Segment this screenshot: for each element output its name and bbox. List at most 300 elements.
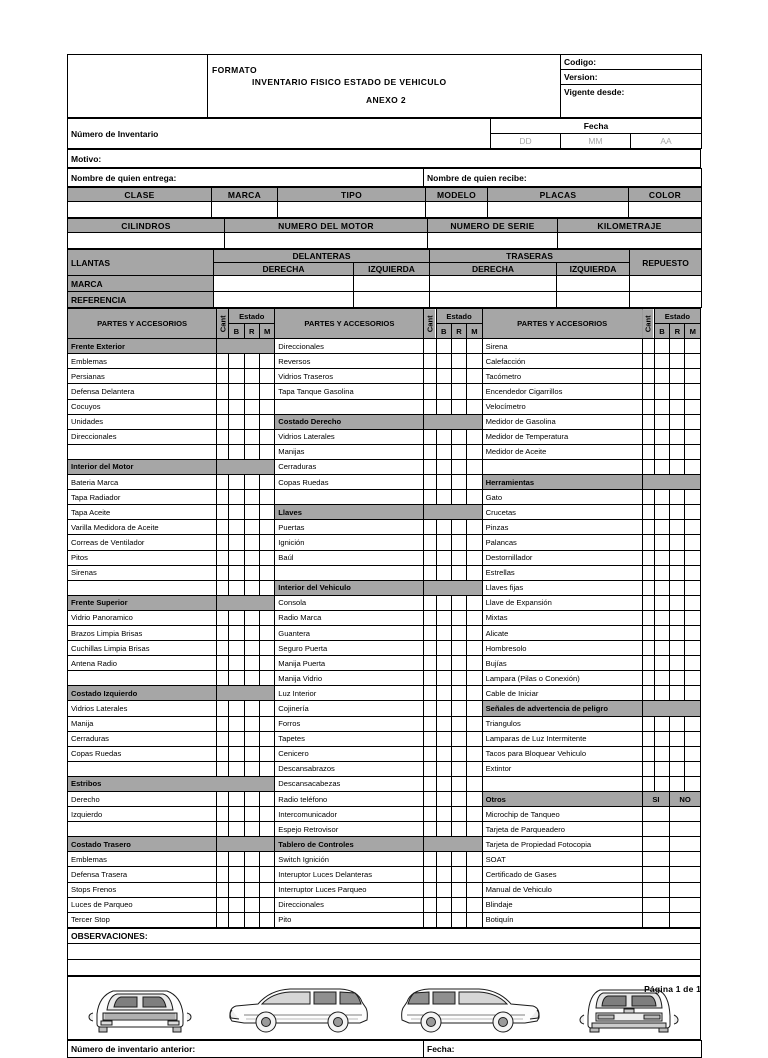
checkbox-cell-b[interactable] (229, 882, 244, 897)
checkbox-cell-cant[interactable] (217, 444, 229, 459)
checkbox-cell-cant[interactable] (217, 641, 229, 656)
input-llanta-marca-del-izq[interactable] (354, 276, 430, 292)
checkbox-cell-r[interactable] (244, 807, 259, 822)
checkbox-cell-cant[interactable] (642, 535, 654, 550)
checkbox-cell-m[interactable] (467, 852, 482, 867)
checkbox-cell-m[interactable] (259, 912, 274, 927)
checkbox-cell-no[interactable] (670, 882, 701, 897)
checkbox-cell-cant[interactable] (642, 656, 654, 671)
checkbox-cell-m[interactable] (685, 610, 701, 625)
checkbox-cell-m[interactable] (467, 565, 482, 580)
checkbox-cell-b[interactable] (654, 444, 669, 459)
checkbox-cell-b[interactable] (436, 565, 451, 580)
checkbox-cell-b[interactable] (436, 671, 451, 686)
checkbox-cell-cant[interactable] (642, 686, 654, 701)
checkbox-cell-b[interactable] (229, 867, 244, 882)
checkbox-cell-r[interactable] (451, 550, 466, 565)
input-numero-motor[interactable] (225, 233, 428, 249)
checkbox-cell-b[interactable] (436, 399, 451, 414)
input-llanta-marca-tra-izq[interactable] (557, 276, 630, 292)
fecha-aa-input[interactable]: AA (631, 134, 702, 149)
checkbox-cell-cant[interactable] (217, 520, 229, 535)
checkbox-cell-r[interactable] (670, 580, 685, 595)
checkbox-cell-cant[interactable] (424, 625, 436, 640)
checkbox-cell-cant[interactable] (424, 339, 436, 354)
checkbox-cell-m[interactable] (259, 565, 274, 580)
checkbox-cell-cant[interactable] (424, 520, 436, 535)
checkbox-cell-m[interactable] (259, 822, 274, 837)
checkbox-cell-cant[interactable] (642, 716, 654, 731)
checkbox-cell-cant[interactable] (424, 912, 436, 927)
checkbox-cell-b[interactable] (436, 520, 451, 535)
checkbox-cell-r[interactable] (670, 716, 685, 731)
checkbox-cell-m[interactable] (685, 550, 701, 565)
checkbox-cell-r[interactable] (244, 490, 259, 505)
checkbox-cell-cant[interactable] (217, 580, 229, 595)
checkbox-cell-si[interactable] (642, 807, 669, 822)
checkbox-cell-r[interactable] (244, 912, 259, 927)
checkbox-cell-r[interactable] (451, 731, 466, 746)
checkbox-cell-m[interactable] (467, 444, 482, 459)
checkbox-cell-r[interactable] (451, 776, 466, 791)
checkbox-cell-cant[interactable] (642, 776, 654, 791)
fecha-mm-input[interactable]: MM (561, 134, 631, 149)
checkbox-cell-r[interactable] (244, 656, 259, 671)
input-llanta-ref-tra-izq[interactable] (557, 292, 630, 308)
input-modelo[interactable] (426, 202, 488, 218)
codigo-field[interactable]: Codigo: (561, 55, 702, 70)
checkbox-cell-r[interactable] (451, 369, 466, 384)
checkbox-cell-r[interactable] (451, 475, 466, 490)
checkbox-cell-cant[interactable] (642, 731, 654, 746)
checkbox-cell-r[interactable] (451, 339, 466, 354)
checkbox-cell-b[interactable] (436, 656, 451, 671)
input-llanta-marca-del-der[interactable] (214, 276, 354, 292)
checkbox-cell-b[interactable] (229, 354, 244, 369)
checkbox-cell-b[interactable] (436, 867, 451, 882)
checkbox-cell-cant[interactable] (642, 414, 654, 429)
checkbox-cell-b[interactable] (229, 399, 244, 414)
checkbox-cell-cant[interactable] (424, 686, 436, 701)
checkbox-cell-r[interactable] (670, 641, 685, 656)
checkbox-cell-b[interactable] (436, 610, 451, 625)
checkbox-cell-r[interactable] (451, 852, 466, 867)
checkbox-cell-m[interactable] (467, 882, 482, 897)
numero-inventario-field[interactable]: Número de Inventario (68, 119, 491, 149)
checkbox-cell-m[interactable] (259, 731, 274, 746)
checkbox-cell-cant[interactable] (217, 505, 229, 520)
checkbox-cell-r[interactable] (244, 369, 259, 384)
checkbox-cell-r[interactable] (670, 761, 685, 776)
checkbox-cell-m[interactable] (685, 641, 701, 656)
checkbox-cell-m[interactable] (259, 490, 274, 505)
checkbox-cell-m[interactable] (259, 580, 274, 595)
checkbox-cell-m[interactable] (467, 429, 482, 444)
checkbox-cell-cant[interactable] (642, 641, 654, 656)
checkbox-cell-m[interactable] (685, 671, 701, 686)
checkbox-cell-b[interactable] (229, 429, 244, 444)
checkbox-cell-m[interactable] (467, 867, 482, 882)
checkbox-cell-r[interactable] (670, 339, 685, 354)
checkbox-cell-b[interactable] (229, 414, 244, 429)
checkbox-cell-cant[interactable] (217, 625, 229, 640)
checkbox-cell-r[interactable] (244, 761, 259, 776)
checkbox-cell-m[interactable] (685, 414, 701, 429)
checkbox-cell-cant[interactable] (642, 444, 654, 459)
checkbox-cell-cant[interactable] (217, 867, 229, 882)
checkbox-cell-si[interactable] (642, 882, 669, 897)
checkbox-cell-b[interactable] (654, 399, 669, 414)
checkbox-cell-r[interactable] (451, 761, 466, 776)
checkbox-cell-cant[interactable] (424, 429, 436, 444)
checkbox-cell-cant[interactable] (642, 625, 654, 640)
checkbox-cell-cant[interactable] (217, 399, 229, 414)
checkbox-cell-m[interactable] (259, 429, 274, 444)
checkbox-cell-m[interactable] (467, 671, 482, 686)
checkbox-cell-r[interactable] (451, 701, 466, 716)
checkbox-cell-cant[interactable] (424, 807, 436, 822)
checkbox-cell-m[interactable] (685, 354, 701, 369)
checkbox-cell-m[interactable] (467, 912, 482, 927)
checkbox-cell-cant[interactable] (424, 882, 436, 897)
checkbox-cell-m[interactable] (685, 580, 701, 595)
checkbox-cell-b[interactable] (654, 686, 669, 701)
checkbox-cell-r[interactable] (670, 520, 685, 535)
checkbox-cell-m[interactable] (259, 716, 274, 731)
nombre-entrega-field[interactable]: Nombre de quien entrega: (68, 169, 424, 187)
checkbox-cell-si[interactable] (642, 897, 669, 912)
checkbox-cell-r[interactable] (670, 550, 685, 565)
checkbox-cell-m[interactable] (467, 535, 482, 550)
checkbox-cell-m[interactable] (259, 610, 274, 625)
checkbox-cell-r[interactable] (451, 807, 466, 822)
checkbox-cell-b[interactable] (229, 912, 244, 927)
numero-inventario-anterior-field[interactable]: Número de inventario anterior: (68, 1040, 424, 1057)
checkbox-cell-r[interactable] (244, 354, 259, 369)
checkbox-cell-r[interactable] (244, 399, 259, 414)
checkbox-cell-b[interactable] (436, 354, 451, 369)
checkbox-cell-cant[interactable] (424, 444, 436, 459)
checkbox-cell-r[interactable] (451, 867, 466, 882)
checkbox-cell-b[interactable] (436, 475, 451, 490)
checkbox-cell-m[interactable] (467, 520, 482, 535)
checkbox-cell-b[interactable] (436, 716, 451, 731)
checkbox-cell-b[interactable] (436, 807, 451, 822)
checkbox-cell-cant[interactable] (217, 792, 229, 807)
checkbox-cell-b[interactable] (436, 535, 451, 550)
input-llanta-marca-repuesto[interactable] (630, 276, 702, 292)
checkbox-cell-m[interactable] (467, 701, 482, 716)
checkbox-cell-b[interactable] (229, 565, 244, 580)
checkbox-cell-b[interactable] (436, 369, 451, 384)
checkbox-cell-r[interactable] (451, 399, 466, 414)
checkbox-cell-r[interactable] (244, 731, 259, 746)
checkbox-cell-cant[interactable] (217, 852, 229, 867)
checkbox-cell-m[interactable] (259, 354, 274, 369)
version-field[interactable]: Version: (561, 70, 702, 85)
checkbox-cell-b[interactable] (229, 625, 244, 640)
checkbox-cell-cant[interactable] (424, 550, 436, 565)
checkbox-cell-r[interactable] (670, 625, 685, 640)
checkbox-cell-m[interactable] (685, 761, 701, 776)
checkbox-cell-cant[interactable] (217, 429, 229, 444)
checkbox-cell-m[interactable] (259, 535, 274, 550)
checkbox-cell-b[interactable] (654, 595, 669, 610)
checkbox-cell-cant[interactable] (217, 565, 229, 580)
checkbox-cell-cant[interactable] (424, 535, 436, 550)
checkbox-cell-no[interactable] (670, 867, 701, 882)
checkbox-cell-m[interactable] (467, 354, 482, 369)
checkbox-cell-cant[interactable] (217, 716, 229, 731)
checkbox-cell-r[interactable] (670, 746, 685, 761)
checkbox-cell-cant[interactable] (642, 746, 654, 761)
checkbox-cell-si[interactable] (642, 837, 669, 852)
checkbox-cell-r[interactable] (670, 384, 685, 399)
checkbox-cell-no[interactable] (670, 807, 701, 822)
checkbox-cell-b[interactable] (654, 610, 669, 625)
checkbox-cell-r[interactable] (244, 897, 259, 912)
checkbox-cell-b[interactable] (229, 807, 244, 822)
checkbox-cell-b[interactable] (229, 490, 244, 505)
checkbox-cell-r[interactable] (244, 792, 259, 807)
checkbox-cell-m[interactable] (467, 490, 482, 505)
checkbox-cell-r[interactable] (451, 565, 466, 580)
checkbox-cell-m[interactable] (685, 399, 701, 414)
checkbox-cell-r[interactable] (244, 701, 259, 716)
checkbox-cell-cant[interactable] (217, 369, 229, 384)
checkbox-cell-m[interactable] (685, 656, 701, 671)
checkbox-cell-m[interactable] (685, 444, 701, 459)
checkbox-cell-r[interactable] (670, 535, 685, 550)
checkbox-cell-r[interactable] (244, 852, 259, 867)
checkbox-cell-cant[interactable] (424, 459, 436, 474)
checkbox-cell-cant[interactable] (642, 505, 654, 520)
checkbox-cell-r[interactable] (451, 610, 466, 625)
checkbox-cell-m[interactable] (685, 520, 701, 535)
input-llanta-ref-repuesto[interactable] (630, 292, 702, 308)
checkbox-cell-si[interactable] (642, 822, 669, 837)
checkbox-cell-r[interactable] (244, 625, 259, 640)
checkbox-cell-b[interactable] (654, 716, 669, 731)
checkbox-cell-cant[interactable] (642, 550, 654, 565)
checkbox-cell-cant[interactable] (217, 822, 229, 837)
checkbox-cell-cant[interactable] (424, 822, 436, 837)
checkbox-cell-b[interactable] (229, 716, 244, 731)
checkbox-cell-b[interactable] (654, 459, 669, 474)
checkbox-cell-r[interactable] (451, 822, 466, 837)
checkbox-cell-cant[interactable] (424, 475, 436, 490)
checkbox-cell-b[interactable] (436, 822, 451, 837)
checkbox-cell-m[interactable] (467, 776, 482, 791)
checkbox-cell-m[interactable] (467, 384, 482, 399)
checkbox-cell-m[interactable] (259, 475, 274, 490)
checkbox-cell-r[interactable] (670, 414, 685, 429)
checkbox-cell-b[interactable] (436, 776, 451, 791)
checkbox-cell-r[interactable] (451, 882, 466, 897)
checkbox-cell-no[interactable] (670, 852, 701, 867)
checkbox-cell-b[interactable] (229, 535, 244, 550)
checkbox-cell-cant[interactable] (642, 369, 654, 384)
checkbox-cell-r[interactable] (670, 671, 685, 686)
checkbox-cell-r[interactable] (670, 776, 685, 791)
checkbox-cell-r[interactable] (451, 595, 466, 610)
checkbox-cell-r[interactable] (244, 505, 259, 520)
checkbox-cell-cant[interactable] (424, 384, 436, 399)
checkbox-cell-r[interactable] (451, 641, 466, 656)
checkbox-cell-r[interactable] (451, 671, 466, 686)
checkbox-cell-m[interactable] (259, 550, 274, 565)
checkbox-cell-r[interactable] (451, 444, 466, 459)
checkbox-cell-m[interactable] (685, 776, 701, 791)
checkbox-cell-r[interactable] (670, 459, 685, 474)
checkbox-cell-b[interactable] (436, 897, 451, 912)
checkbox-cell-cant[interactable] (642, 580, 654, 595)
checkbox-cell-cant[interactable] (217, 731, 229, 746)
checkbox-cell-b[interactable] (229, 897, 244, 912)
checkbox-cell-m[interactable] (685, 384, 701, 399)
checkbox-cell-cant[interactable] (642, 429, 654, 444)
checkbox-cell-b[interactable] (654, 656, 669, 671)
input-llanta-ref-del-der[interactable] (214, 292, 354, 308)
checkbox-cell-b[interactable] (654, 339, 669, 354)
checkbox-cell-b[interactable] (229, 550, 244, 565)
checkbox-cell-r[interactable] (451, 354, 466, 369)
checkbox-cell-r[interactable] (451, 535, 466, 550)
checkbox-cell-cant[interactable] (424, 746, 436, 761)
observaciones-line-1[interactable] (68, 943, 701, 959)
checkbox-cell-cant[interactable] (217, 475, 229, 490)
checkbox-cell-b[interactable] (229, 761, 244, 776)
checkbox-cell-m[interactable] (467, 807, 482, 822)
checkbox-cell-b[interactable] (654, 490, 669, 505)
checkbox-cell-b[interactable] (229, 852, 244, 867)
checkbox-cell-r[interactable] (451, 897, 466, 912)
checkbox-cell-b[interactable] (654, 414, 669, 429)
checkbox-cell-b[interactable] (229, 701, 244, 716)
checkbox-cell-r[interactable] (670, 656, 685, 671)
checkbox-cell-cant[interactable] (642, 399, 654, 414)
checkbox-cell-m[interactable] (467, 610, 482, 625)
input-color[interactable] (629, 202, 702, 218)
checkbox-cell-b[interactable] (654, 731, 669, 746)
checkbox-cell-cant[interactable] (217, 882, 229, 897)
input-numero-serie[interactable] (428, 233, 558, 249)
checkbox-cell-m[interactable] (259, 882, 274, 897)
checkbox-cell-r[interactable] (670, 369, 685, 384)
checkbox-cell-cant[interactable] (642, 459, 654, 474)
checkbox-cell-b[interactable] (654, 535, 669, 550)
checkbox-cell-m[interactable] (259, 792, 274, 807)
checkbox-cell-cant[interactable] (217, 535, 229, 550)
checkbox-cell-m[interactable] (467, 716, 482, 731)
checkbox-cell-m[interactable] (685, 565, 701, 580)
checkbox-cell-r[interactable] (451, 716, 466, 731)
checkbox-cell-b[interactable] (654, 671, 669, 686)
checkbox-cell-r[interactable] (451, 459, 466, 474)
checkbox-cell-no[interactable] (670, 897, 701, 912)
checkbox-cell-m[interactable] (259, 701, 274, 716)
input-placas[interactable] (488, 202, 629, 218)
checkbox-cell-cant[interactable] (642, 384, 654, 399)
checkbox-cell-b[interactable] (436, 701, 451, 716)
checkbox-cell-m[interactable] (259, 746, 274, 761)
checkbox-cell-m[interactable] (467, 897, 482, 912)
checkbox-cell-b[interactable] (436, 761, 451, 776)
input-clase[interactable] (68, 202, 212, 218)
checkbox-cell-r[interactable] (244, 882, 259, 897)
checkbox-cell-b[interactable] (229, 671, 244, 686)
checkbox-cell-b[interactable] (229, 369, 244, 384)
checkbox-cell-cant[interactable] (424, 490, 436, 505)
checkbox-cell-cant[interactable] (424, 656, 436, 671)
checkbox-cell-cant[interactable] (642, 671, 654, 686)
checkbox-cell-r[interactable] (451, 384, 466, 399)
checkbox-cell-b[interactable] (654, 520, 669, 535)
checkbox-cell-r[interactable] (670, 429, 685, 444)
checkbox-cell-m[interactable] (259, 641, 274, 656)
motivo-field[interactable]: Motivo: (68, 150, 701, 168)
input-kilometraje[interactable] (558, 233, 702, 249)
checkbox-cell-cant[interactable] (424, 867, 436, 882)
checkbox-cell-b[interactable] (654, 565, 669, 580)
checkbox-cell-r[interactable] (244, 475, 259, 490)
checkbox-cell-m[interactable] (467, 822, 482, 837)
checkbox-cell-m[interactable] (259, 852, 274, 867)
checkbox-cell-m[interactable] (685, 686, 701, 701)
checkbox-cell-m[interactable] (259, 761, 274, 776)
checkbox-cell-b[interactable] (229, 475, 244, 490)
checkbox-cell-cant[interactable] (424, 595, 436, 610)
checkbox-cell-r[interactable] (244, 414, 259, 429)
checkbox-cell-r[interactable] (451, 792, 466, 807)
checkbox-cell-cant[interactable] (424, 776, 436, 791)
checkbox-cell-cant[interactable] (424, 761, 436, 776)
vigente-desde-field[interactable]: Vigente desde: (561, 85, 702, 118)
checkbox-cell-m[interactable] (467, 399, 482, 414)
checkbox-cell-b[interactable] (229, 641, 244, 656)
checkbox-cell-m[interactable] (259, 867, 274, 882)
checkbox-cell-m[interactable] (467, 625, 482, 640)
checkbox-cell-r[interactable] (670, 399, 685, 414)
checkbox-cell-r[interactable] (451, 912, 466, 927)
checkbox-cell-b[interactable] (654, 625, 669, 640)
checkbox-cell-cant[interactable] (217, 912, 229, 927)
checkbox-cell-b[interactable] (229, 656, 244, 671)
checkbox-cell-r[interactable] (244, 716, 259, 731)
checkbox-cell-m[interactable] (467, 475, 482, 490)
checkbox-cell-m[interactable] (685, 535, 701, 550)
checkbox-cell-b[interactable] (654, 429, 669, 444)
checkbox-cell-b[interactable] (229, 610, 244, 625)
input-marca[interactable] (212, 202, 278, 218)
checkbox-cell-r[interactable] (670, 686, 685, 701)
checkbox-cell-m[interactable] (467, 656, 482, 671)
checkbox-cell-b[interactable] (654, 746, 669, 761)
checkbox-cell-m[interactable] (259, 399, 274, 414)
checkbox-cell-cant[interactable] (217, 656, 229, 671)
checkbox-cell-b[interactable] (436, 792, 451, 807)
input-llanta-marca-tra-der[interactable] (430, 276, 557, 292)
checkbox-cell-r[interactable] (244, 671, 259, 686)
checkbox-cell-b[interactable] (229, 746, 244, 761)
checkbox-cell-cant[interactable] (217, 414, 229, 429)
checkbox-cell-no[interactable] (670, 837, 701, 852)
checkbox-cell-r[interactable] (670, 354, 685, 369)
checkbox-cell-m[interactable] (259, 897, 274, 912)
checkbox-cell-m[interactable] (685, 505, 701, 520)
checkbox-cell-r[interactable] (670, 505, 685, 520)
checkbox-cell-m[interactable] (259, 807, 274, 822)
